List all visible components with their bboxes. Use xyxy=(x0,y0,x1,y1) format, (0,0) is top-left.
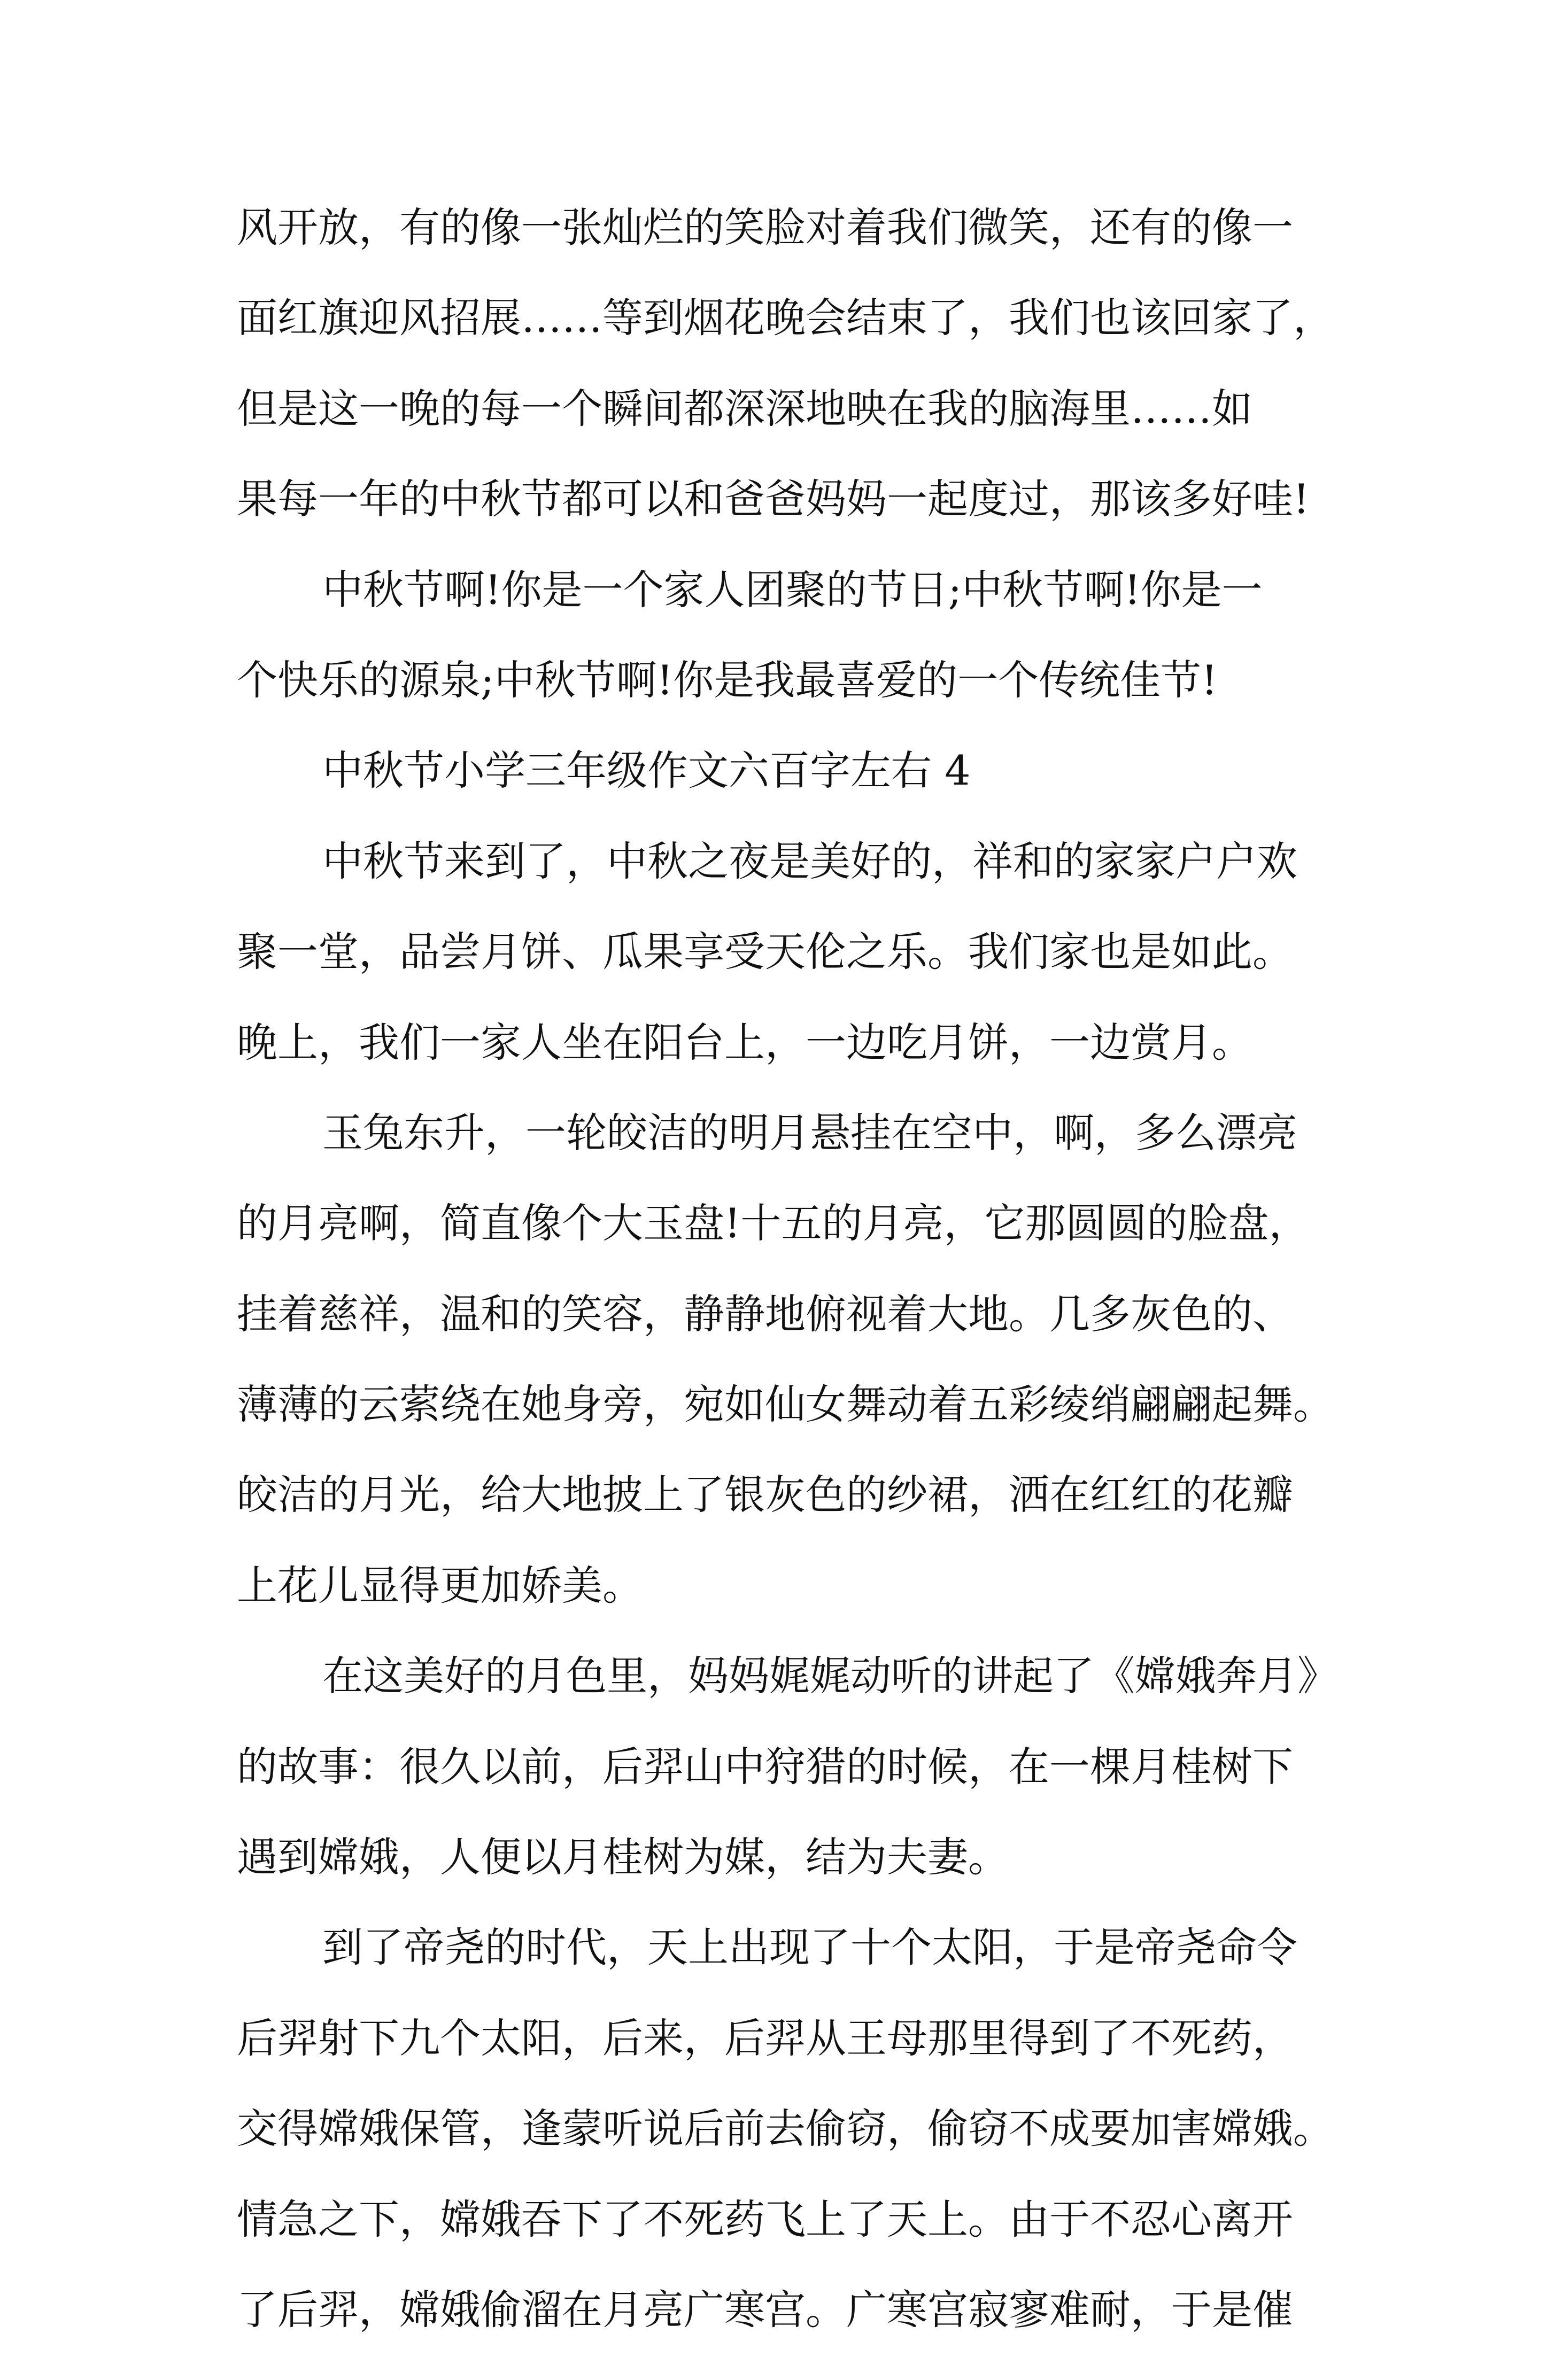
text-line: 个快乐的源泉;中秋节啊!你是我最喜爱的一个传统佳节! xyxy=(237,656,1218,704)
text-line: 皎洁的月光，给大地披上了银灰色的纱裙，洒在红红的花瓣 xyxy=(237,1471,1293,1519)
text-line: 交得嫦娥保管，逢蒙听说后前去偷窃，偷窃不成要加害嫦娥。 xyxy=(237,2105,1334,2153)
text-line: 但是这一晚的每一个瞬间都深深地映在我的脑海里……如 xyxy=(237,384,1252,432)
text-line: 在这美好的月色里，妈妈娓娓动听的讲起了《嫦娥奔月》 xyxy=(322,1652,1338,1700)
section-heading: 中秋节小学三年级作文六百字左右 4 xyxy=(322,747,971,795)
text-line: 中秋节来到了，中秋之夜是美好的，祥和的家家户户欢 xyxy=(322,837,1297,885)
text-line: 上花儿显得更加娇美。 xyxy=(237,1561,643,1609)
text-line: 挂着慈祥，温和的笑容，静静地俯视着大地。几多灰色的、 xyxy=(237,1290,1293,1338)
text-line: 风开放，有的像一张灿烂的笑脸对着我们微笑，还有的像一 xyxy=(237,204,1293,251)
text-line: 中秋节啊!你是一个家人团聚的节日;中秋节啊!你是一 xyxy=(322,565,1263,614)
text-line: 的月亮啊，简直像个大玉盘!十五的月亮，它那圆圆的脸盘， xyxy=(237,1199,1310,1247)
text-line: 情急之下，嫦娥吞下了不死药飞上了天上。由于不忍心离开 xyxy=(237,2195,1293,2243)
text-line: 了后羿，嫦娥偷溜在月亮广寒宫。广寒宫寂寥难耐，于是催 xyxy=(237,2285,1293,2334)
text-line: 遇到嫦娥，人便以月桂树为媒，结为夫妻。 xyxy=(237,1833,1009,1881)
text-line: 果每一年的中秋节都可以和爸爸妈妈一起度过，那该多好哇! xyxy=(237,475,1310,523)
text-line: 聚一堂，品尝月饼、瓜果享受天伦之乐。我们家也是如此。 xyxy=(237,928,1293,976)
text-line: 后羿射下九个太阳，后来，后羿从王母那里得到了不死药， xyxy=(237,2014,1293,2062)
document-body xyxy=(237,204,1381,2380)
text-line: 薄薄的云萦绕在她身旁，宛如仙女舞动着五彩绫绡翩翩起舞。 xyxy=(237,1381,1334,1429)
text-line: 玉兔东升，一轮皎洁的明月悬挂在空中，啊，多么漂亮 xyxy=(322,1108,1297,1157)
text-line: 面红旗迎风招展……等到烟花晚会结束了，我们也该回家了， xyxy=(237,294,1334,342)
text-line: 到了帝尧的时代，天上出现了十个太阳，于是帝尧命令 xyxy=(322,1924,1297,1972)
text-line: 的故事：很久以前，后羿山中狩猎的时候，在一棵月桂树下 xyxy=(237,1742,1293,1790)
text-line: 晚上，我们一家人坐在阳台上，一边吃月饼，一边赏月。 xyxy=(237,1018,1252,1066)
